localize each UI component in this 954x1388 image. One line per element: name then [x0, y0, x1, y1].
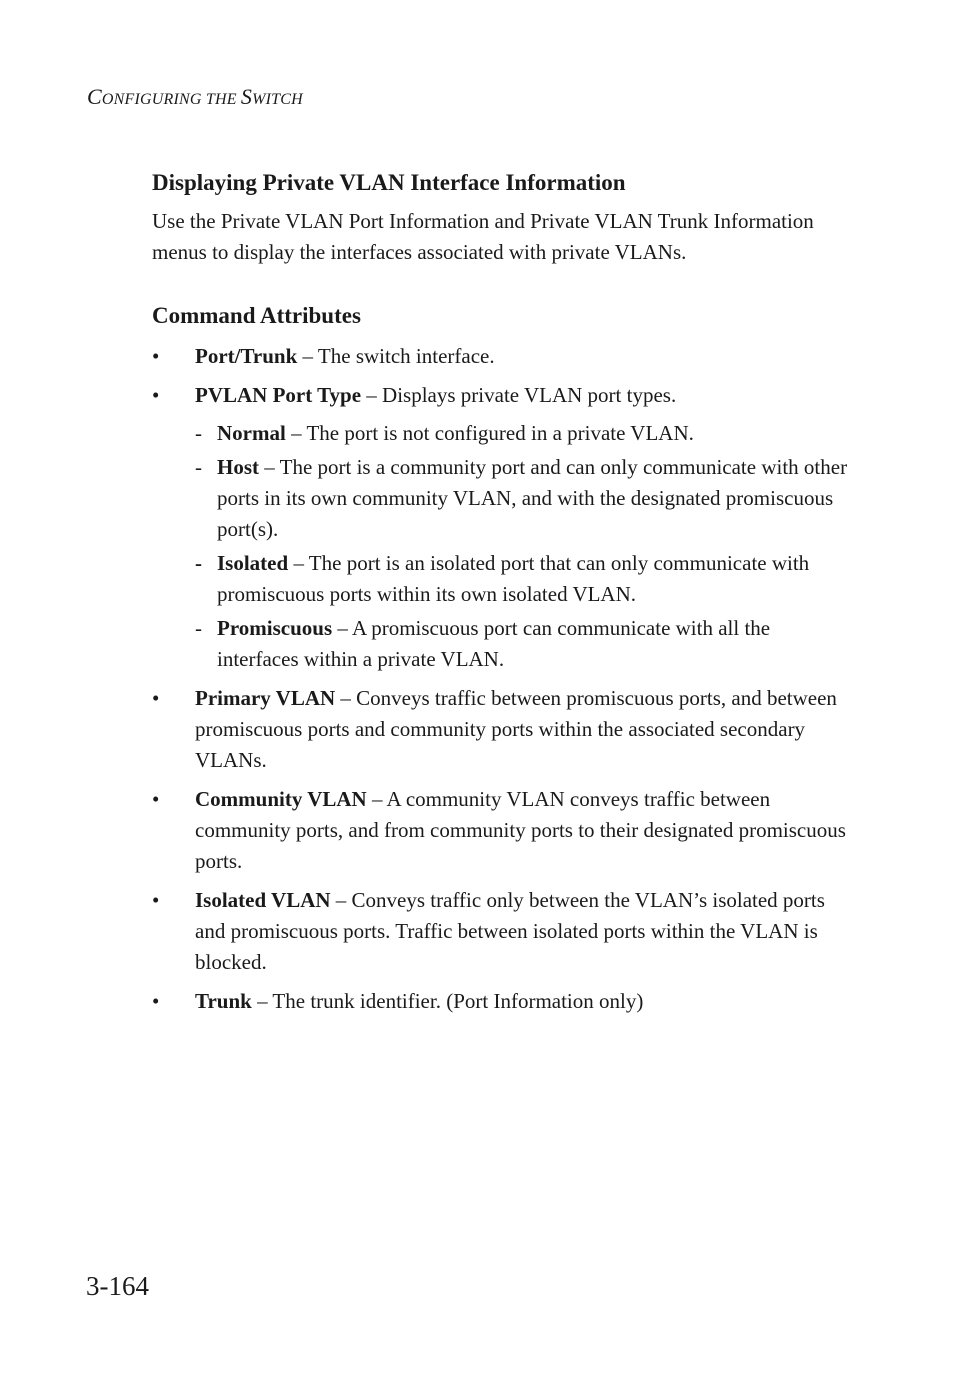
attribute-list — [152, 341, 852, 1017]
attribute-item-pvlan-port-type — [152, 380, 852, 675]
port-type-desc: – The port is not configured in a private VLAN. — [285, 421, 694, 445]
attribute-term: Trunk — [195, 989, 252, 1013]
page-content — [152, 168, 852, 1025]
attribute-item-primary-vlan — [152, 683, 852, 776]
attribute-desc: – Conveys traffic between promiscuous ports, and between promiscuous ports and community ports within the associated secondary VLANs. — [195, 686, 837, 772]
port-type-isolated — [195, 548, 852, 610]
attribute-term: Port/Trunk — [195, 344, 298, 368]
attribute-term: Primary VLAN — [195, 686, 336, 710]
attribute-desc: – The trunk identifier. (Port Information only) — [251, 989, 644, 1013]
running-header — [87, 84, 303, 110]
bullet-icon: • — [152, 989, 160, 1013]
attribute-term: Community VLAN — [195, 787, 367, 811]
port-type-desc: – A promiscuous port can communicate with all the interfaces within a private VLAN. — [217, 616, 771, 671]
running-header-part-2: WITCH — [252, 91, 303, 108]
port-type-list — [195, 418, 852, 675]
attribute-desc: – The switch interface. — [297, 344, 495, 368]
dash-icon: - — [195, 551, 202, 575]
bullet-icon: • — [152, 787, 160, 811]
port-type-normal — [195, 418, 852, 449]
command-attributes-heading: Command Attributes — [152, 303, 361, 328]
attribute-term: PVLAN Port Type — [195, 383, 362, 407]
section-intro: Use the Private VLAN Port Information and Private VLAN Trunk Information menus to display the interfaces associated with private VLANs. — [152, 209, 814, 264]
bullet-icon: • — [152, 344, 160, 368]
attribute-desc: – Displays private VLAN port types. — [361, 383, 677, 407]
attribute-item-community-vlan — [152, 784, 852, 877]
dash-icon: - — [195, 455, 202, 479]
bullet-icon: • — [152, 888, 160, 912]
dash-icon: - — [195, 421, 202, 445]
running-header-part-1: ONFIGURING THE — [101, 91, 241, 108]
bullet-icon: • — [152, 383, 160, 407]
port-type-promiscuous — [195, 613, 852, 675]
port-type-term: Normal — [217, 421, 286, 445]
bullet-icon: • — [152, 686, 160, 710]
attribute-item-trunk — [152, 986, 852, 1017]
running-header-initial-c: C — [87, 84, 102, 109]
dash-icon: - — [195, 616, 202, 640]
attribute-item-isolated-vlan — [152, 885, 852, 978]
attribute-item-port-trunk — [152, 341, 852, 372]
port-type-desc: – The port is an isolated port that can only communicate with promiscuous ports within its own isolated VLAN. — [217, 551, 810, 606]
port-type-host — [195, 452, 852, 545]
attribute-term: Isolated VLAN — [195, 888, 331, 912]
port-type-term: Host — [217, 455, 259, 479]
port-type-desc: – The port is a community port and can only communicate with other ports in its own community VLAN, and with the designated promiscuous port(s). — [217, 455, 848, 541]
port-type-term: Isolated — [217, 551, 289, 575]
attribute-desc: – A community VLAN conveys traffic between community ports, and from community ports to their designated promiscuous ports. — [195, 787, 846, 873]
port-type-term: Promiscuous — [217, 616, 333, 640]
running-header-initial-s: S — [240, 84, 253, 109]
section-heading: Displaying Private VLAN Interface Information — [152, 170, 626, 195]
page-number: 3-164 — [86, 1271, 149, 1301]
attribute-desc: – Conveys traffic only between the VLAN’s isolated ports and promiscuous ports. Traffic between isolated ports within the VLAN is blocked. — [195, 888, 825, 974]
